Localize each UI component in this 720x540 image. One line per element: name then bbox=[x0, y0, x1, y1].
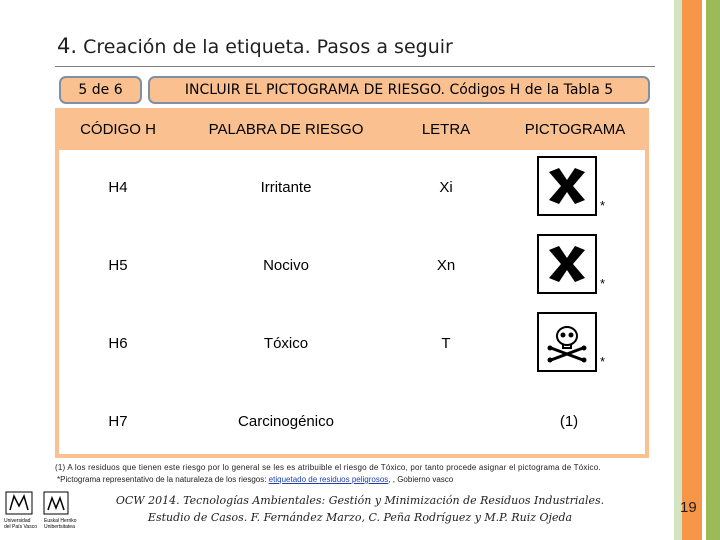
footnote-2-link[interactable]: etiquetado de residuos peligrosos bbox=[268, 475, 389, 484]
credit-line-2: Estudio de Casos. F. Fernández Marzo, C. Peña Rodríguez y M.P. Ruiz Ojeda bbox=[147, 511, 573, 524]
svg-text:Euskal Herriko: Euskal Herriko bbox=[44, 518, 77, 524]
row-h4-code: H4 bbox=[108, 178, 128, 196]
svg-text:del País Vasco: del País Vasco bbox=[4, 524, 37, 530]
footnote-2-prefix: *Pictograma representativo de la naturaleza de los riesgos: bbox=[57, 475, 269, 484]
footnote-1: (1) A los residuos que tienen este riesgo por lo general se les es atribuible el riesgo de Tóxico, por tanto procede asignar el pictograma de Tóxico. bbox=[55, 463, 601, 472]
slide-title-number: 4. bbox=[57, 34, 78, 58]
row-h4-word: Irritante bbox=[260, 178, 312, 196]
decor-stripe-green bbox=[706, 0, 720, 540]
header-risk-word: PALABRA DE RIESGO bbox=[208, 120, 364, 138]
row-h7-pictogram-note: (1) bbox=[559, 412, 579, 430]
step-title: INCLUIR EL PICTOGRAMA DE RIESGO. Códigos H de la Tabla 5 bbox=[148, 76, 650, 104]
row-h7-code: H7 bbox=[108, 412, 128, 430]
slide-title bbox=[57, 34, 453, 58]
university-logo bbox=[0, 490, 86, 530]
cross-icon bbox=[537, 234, 597, 294]
header-code: CÓDIGO H bbox=[80, 120, 156, 138]
header-letter: LETRA bbox=[421, 120, 471, 138]
row-h5-word: Nocivo bbox=[263, 256, 309, 274]
slide-title-text: Creación de la etiqueta. Pasos a seguir bbox=[83, 36, 453, 58]
row-h5-code: H5 bbox=[108, 256, 128, 274]
step-indicator: 5 de 6 bbox=[59, 76, 142, 104]
header-pictogram: PICTOGRAMA bbox=[524, 120, 626, 138]
row-h6-code: H6 bbox=[108, 334, 128, 352]
skull-crossbones-icon bbox=[537, 312, 597, 372]
row-h6-letter: T bbox=[441, 334, 451, 352]
course-credit bbox=[100, 492, 620, 526]
title-divider bbox=[55, 66, 655, 67]
svg-text:Unibertsitatea: Unibertsitatea bbox=[44, 524, 75, 530]
row-h6-asterisk: * bbox=[600, 354, 606, 369]
svg-text:Universidad: Universidad bbox=[4, 518, 31, 524]
row-h5-letter: Xn bbox=[436, 256, 456, 274]
footnote-2 bbox=[57, 475, 453, 484]
credit-line-1: OCW 2014. Tecnologías Ambientales: Gestión y Minimización de Residuos Industriales. bbox=[115, 494, 605, 507]
row-h5-asterisk: * bbox=[600, 276, 606, 291]
decor-stripe-orange bbox=[682, 0, 702, 540]
row-h6-word: Tóxico bbox=[263, 334, 309, 352]
decor-stripe-light bbox=[674, 0, 682, 540]
footnote-2-suffix: , , Gobierno vasco bbox=[388, 475, 454, 484]
row-h4-letter: Xi bbox=[439, 178, 453, 196]
cross-icon bbox=[537, 156, 597, 216]
row-h7-word: Carcinogénico bbox=[238, 412, 334, 430]
page-number: 19 bbox=[680, 499, 697, 516]
row-h4-asterisk: * bbox=[600, 198, 606, 213]
